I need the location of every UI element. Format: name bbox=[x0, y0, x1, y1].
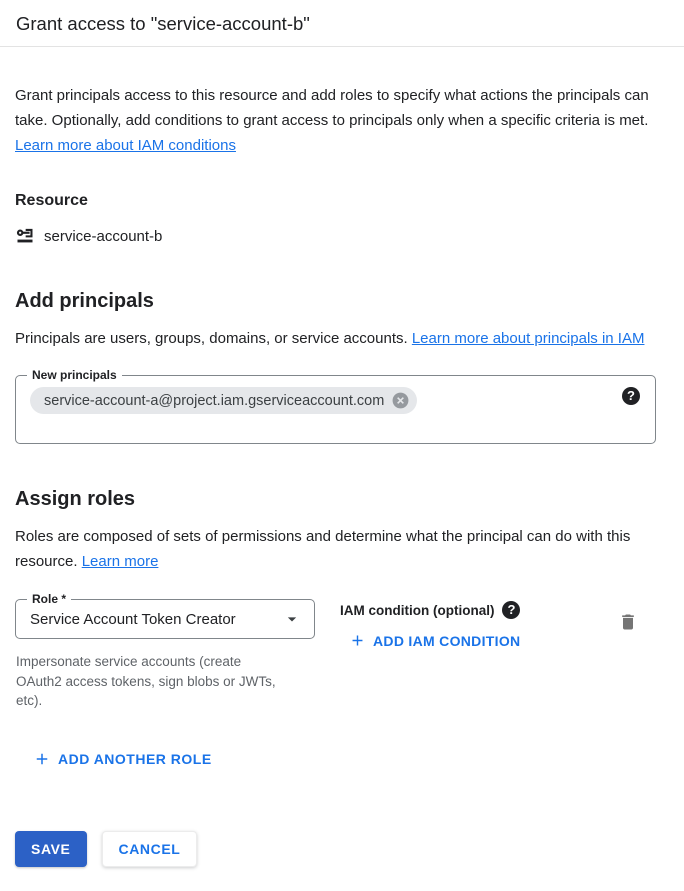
plus-icon bbox=[33, 750, 51, 768]
principals-link[interactable]: Learn more about principals in IAM bbox=[411, 330, 645, 347]
dialog-title: Grant access to "service-account-b" bbox=[16, 13, 310, 34]
close-icon[interactable] bbox=[391, 391, 410, 410]
roles-learn-more-link[interactable]: Learn more bbox=[81, 553, 159, 570]
assign-roles-heading: Assign roles bbox=[15, 488, 136, 510]
chevron-down-icon bbox=[282, 609, 302, 629]
role-value: Service Account Token Creator bbox=[30, 610, 236, 628]
help-icon[interactable] bbox=[622, 387, 640, 405]
resource-heading: Resource bbox=[15, 192, 88, 209]
help-icon[interactable] bbox=[502, 601, 520, 619]
role-select[interactable] bbox=[15, 592, 315, 639]
principal-chip bbox=[30, 387, 417, 414]
add-another-role-button[interactable]: ADD ANOTHER ROLE bbox=[33, 750, 212, 768]
trash-icon[interactable] bbox=[618, 612, 638, 637]
principals-description: Principals are users, groups, domains, or service accounts. Learn more about principals in IAM bbox=[15, 330, 645, 347]
resource-name: service-account-b bbox=[44, 227, 163, 245]
service-account-icon bbox=[15, 226, 35, 246]
condition-column bbox=[340, 599, 618, 654]
intro-text: Grant principals access to this resource and add roles to specify what actions the principals can take. Optionally, add conditions to grant access to principals only when a specific criteria is met. Learn more about IAM conditions bbox=[15, 87, 649, 154]
resource-row bbox=[15, 226, 667, 246]
condition-label: IAM condition (optional) bbox=[340, 602, 495, 618]
role-label: Role * bbox=[27, 591, 71, 608]
role-row bbox=[15, 592, 667, 711]
iam-conditions-link[interactable]: Learn more about IAM conditions bbox=[15, 137, 236, 154]
save-button[interactable]: SAVE bbox=[15, 831, 87, 867]
roles-description: Roles are composed of sets of permissions and determine what the principal can do with this resource. Learn more bbox=[15, 528, 631, 570]
new-principals-field[interactable] bbox=[15, 368, 656, 444]
dialog-footer bbox=[0, 831, 684, 867]
add-principals-heading: Add principals bbox=[15, 290, 154, 312]
role-helper-text: Impersonate service accounts (create OAuth2 access tokens, sign blobs or JWTs, etc). bbox=[16, 654, 276, 708]
role-column bbox=[15, 592, 315, 711]
add-iam-condition-button[interactable]: ADD IAM CONDITION bbox=[349, 632, 520, 649]
dialog-header bbox=[0, 0, 684, 47]
principal-chip-text: service-account-a@project.iam.gserviceaccount.com bbox=[44, 392, 385, 409]
plus-icon bbox=[349, 632, 366, 649]
cancel-button[interactable]: CANCEL bbox=[102, 831, 198, 867]
new-principals-label: New principals bbox=[27, 367, 122, 384]
